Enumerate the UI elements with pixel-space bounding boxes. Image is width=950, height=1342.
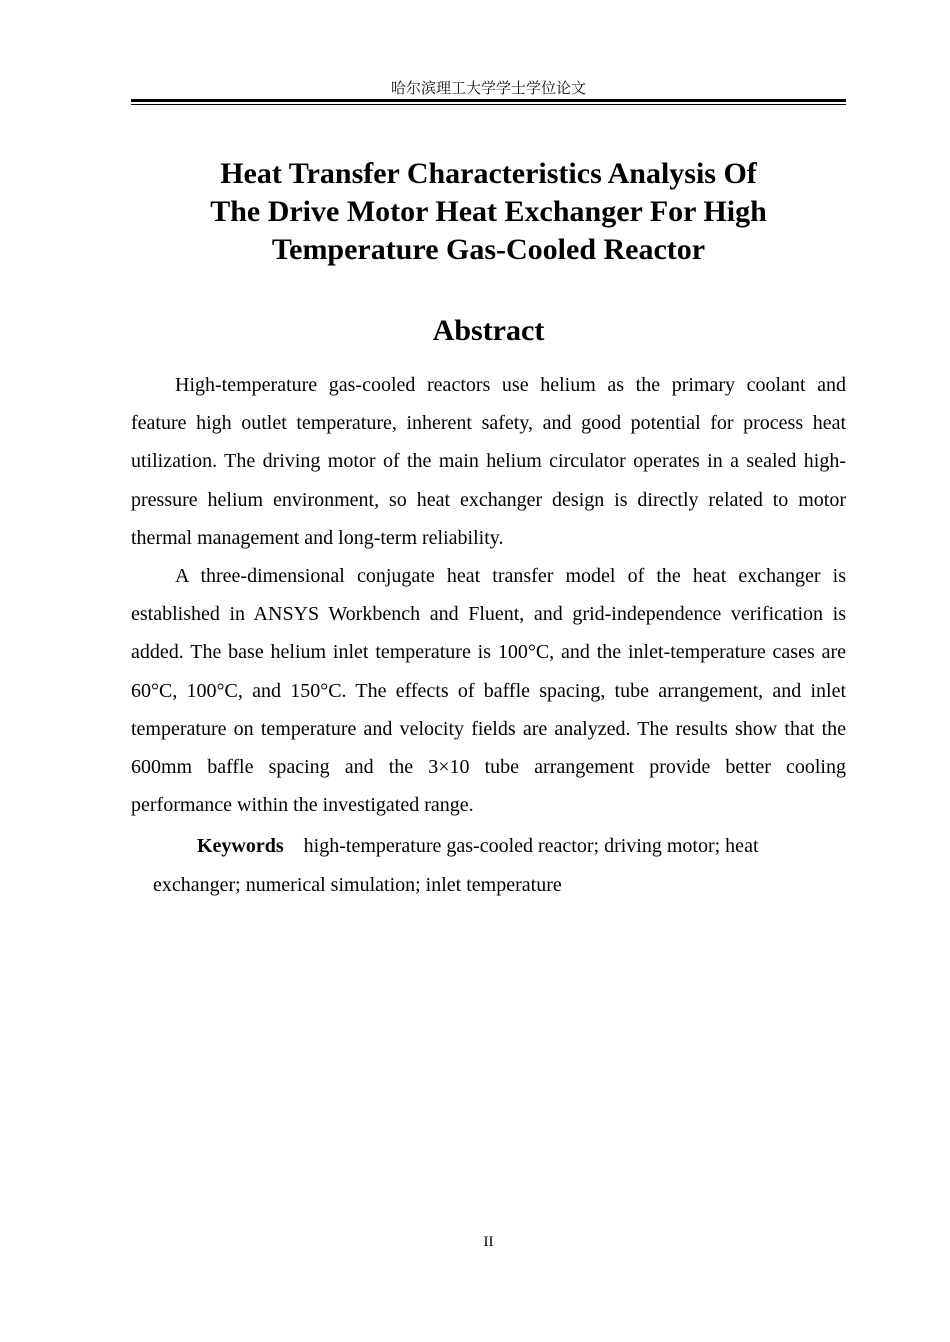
page-number: II xyxy=(483,1234,494,1250)
keywords-block xyxy=(153,827,833,904)
abstract-heading: Abstract xyxy=(432,314,545,347)
abstract-body xyxy=(131,366,846,824)
title-line-1: Heat Transfer Characteristics Analysis Of xyxy=(220,157,757,190)
thesis-title xyxy=(131,155,846,269)
title-line-3: Temperature Gas-Cooled Reactor xyxy=(271,233,706,266)
keywords-text: high-temperature gas-cooled reactor; driving motor; heat exchanger; numerical simulation; inlet temperature xyxy=(153,835,759,896)
header-rule-thick xyxy=(131,99,846,102)
abstract-paragraph-1: High-temperature gas-cooled reactors use helium as the primary coolant and feature high outlet temperature, inherent safety, and good potential for process heat utilization. The driving motor of the main helium circulator operates in a sealed high-pressure helium environment, so heat exchanger design is directly related to motor thermal management and long-term reliability. xyxy=(131,374,846,549)
header-rule-thin xyxy=(131,104,846,105)
keywords-label: Keywords xyxy=(197,835,284,857)
running-header: 哈尔滨理工大学学士学位论文 xyxy=(390,79,586,97)
title-line-2: The Drive Motor Heat Exchanger For High xyxy=(210,195,767,228)
abstract-paragraph-2: A three-dimensional conjugate heat transfer model of the heat exchanger is established in ANSYS Workbench and Fluent, and grid-independence verification is added. The base helium inlet temperature is 100°C, and the inlet-temperature cases are 60°C, 100°C, and 150°C. The effects of baffle spacing, tube arrangement, and inlet temperature on temperature and velocity fields are analyzed. The results show that the 600mm baffle spacing and the 3×10 tube arrangement provide better cooling performance within the investigated range. xyxy=(131,565,846,817)
